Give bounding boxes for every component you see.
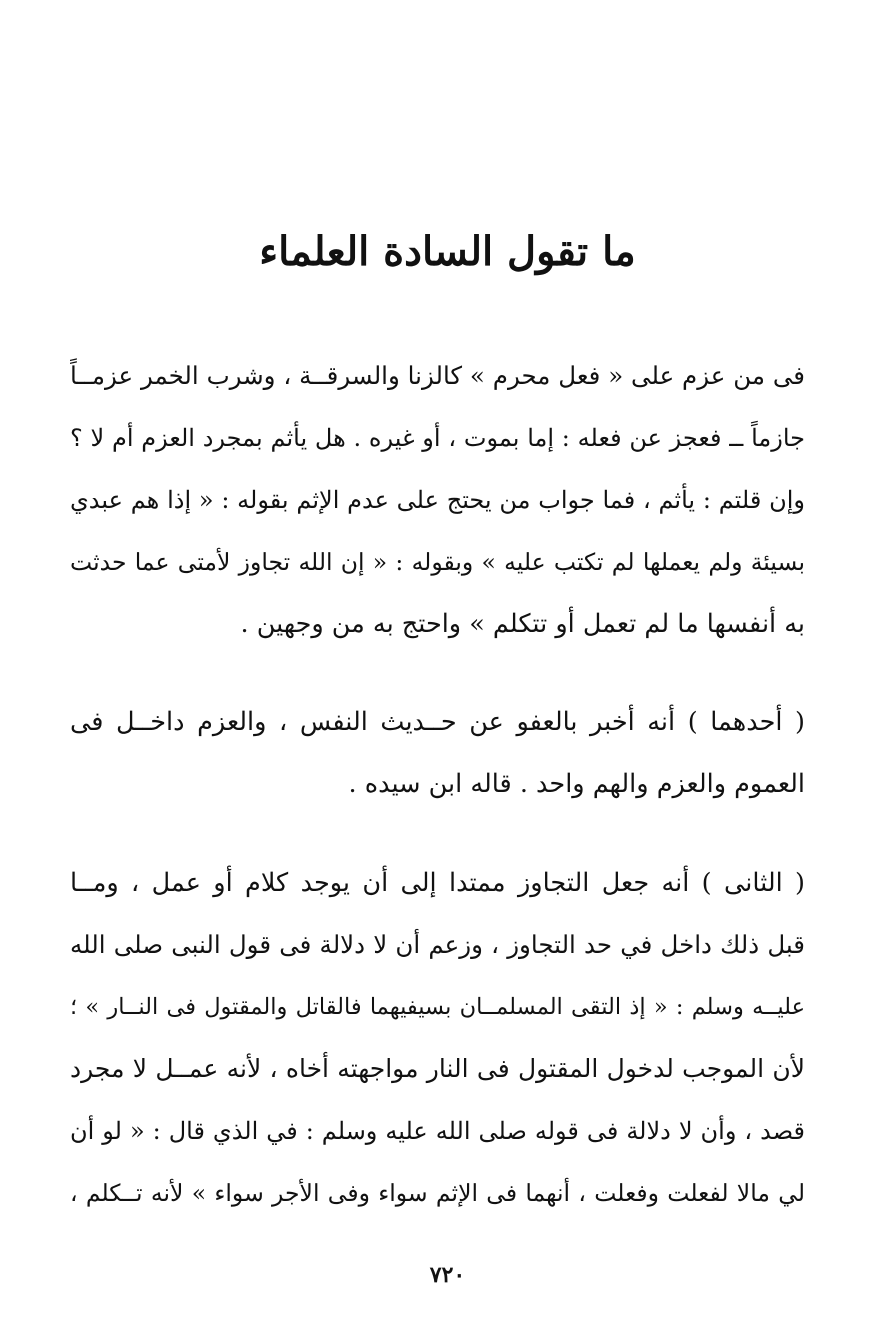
paragraph-line: ( أحدهما ) أنه أخبر بالعفو عن حــديث النفس ، والعزم داخــل فى (70, 707, 805, 737)
paragraph-question (70, 345, 805, 655)
paragraph-line: قبل ذلك داخل في حد التجاوز ، وزعم أن لا دلالة فى قول النبى صلى الله (70, 930, 805, 959)
paragraph-line: لأن الموجب لدخول المقتول فى النار مواجهته أخاه ، لأنه عمــل لا مجرد (70, 1054, 805, 1083)
paragraph-line: جازماً ــ فعجز عن فعله : إما بموت ، أو غيره . هل يأثم بمجرد العزم أم لا ؟ (70, 424, 805, 452)
paragraph-line: ( الثانى ) أنه جعل التجاوز ممتدا إلى أن يوجد كلام أو عمل ، ومــا (70, 868, 805, 898)
paragraph-line: العموم والعزم والهم واحد . قاله ابن سيده . (348, 769, 805, 799)
paragraph-line: بسيئة ولم يعملها لم تكتب عليه » وبقوله : « إن الله تجاوز لأمتى عما حدثت (70, 548, 805, 576)
paragraph-line: به أنفسها ما لم تعمل أو تتكلم » واحتج به من وجهين . (240, 609, 805, 639)
paragraph-line: لي مالا لفعلت وفعلت ، أنهما فى الإثم سواء وفى الأجر سواء » لأنه تــكلم ، (70, 1179, 805, 1207)
paragraph-line: وإن قلتم : يأثم ، فما جواب من يحتج على عدم الإثم بقوله : « إذا هم عبدي (70, 486, 805, 514)
paragraph-second-argument (70, 852, 805, 1224)
page-title: ما تقول السادة العلماء (259, 228, 636, 275)
paragraph-line: فى من عزم على « فعل محرم » كالزنا والسرقــة ، وشرب الخمر عزمــاً (70, 361, 805, 390)
paragraph-first-argument (70, 691, 805, 815)
page-number: ٧٢٠ (429, 1262, 466, 1288)
paragraph-line: عليــه وسلم : « إذ التقى المسلمــان بسيفيهما فالقاتل والمقتول فى النــار » ؛ (70, 994, 805, 1020)
paragraph-line: قصد ، وأن لا دلالة فى قوله صلى الله عليه وسلم : في الذي قال : « لو أن (70, 1117, 805, 1145)
